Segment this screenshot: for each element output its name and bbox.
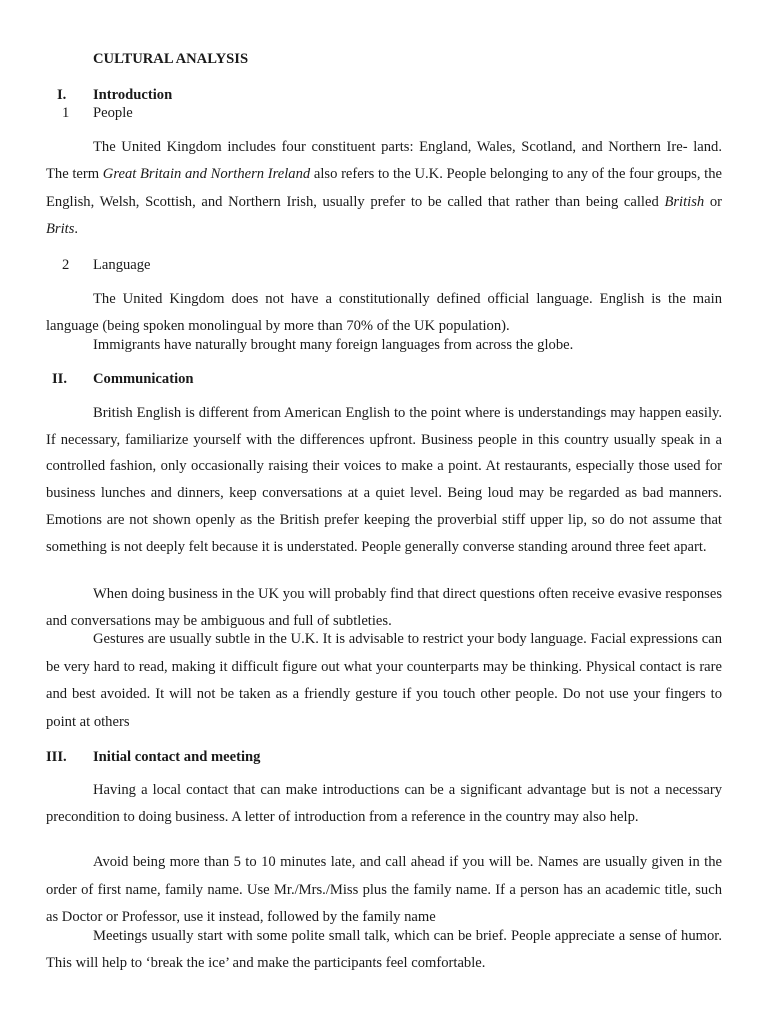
section-numeral: II. bbox=[52, 371, 68, 387]
text-run: or bbox=[704, 193, 722, 210]
section-title: Communication bbox=[93, 371, 194, 387]
paragraph-initial-contact-1: Having a local contact that can make introductions can be a significant advantage but is not a necessary precondition to doing business. A letter of introduction from a reference in the country may also help. bbox=[46, 782, 722, 826]
paragraph-communication-3: Gestures are usually subtle in the U.K. It is advisable to restrict your body language. Facial expressions can be very hard to read, making it difficult figure out what your counterparts may be thinking. Physical contact is rare and best avoided. It will not be taken as a friendly gesture if you touch other people. Do not use your fingers to point at others bbox=[46, 631, 722, 730]
subsection-number: 2 bbox=[62, 257, 70, 273]
paragraph-people bbox=[46, 134, 722, 243]
paragraph-communication-1: British English is different from American English to the point where is understandings may happen easily. If necessary, familiarize yourself with the differences upfront. Business people in this country usually speak in a controlled fashion, only occasionally raising their voices to make a point. At restaurants, especially those used for business lunches and dinners, keep conversations at a quiet level. Being loud may be regarded as bad manners. Emotions are not shown openly as the British prefer keeping the proverbial stiff upper lip, so do not assume that something is not deeply felt because it is understated. People generally converse standing around three feet apart. bbox=[46, 405, 722, 555]
document-title: CULTURAL ANALYSIS bbox=[93, 51, 249, 67]
italic-term: Brits bbox=[46, 220, 75, 237]
text-run: also refers to the U.K. People belonging to any of the four groups, the English, Welsh, Scottish, and Northern Irish, usually prefer to be called that rather than being called bbox=[46, 166, 722, 210]
text-run: The United Kingdom includes four constituent parts: England, Wales, Scotland, and Northern Ire- land. The term bbox=[46, 139, 722, 183]
paragraph-initial-contact-2: Avoid being more than 5 to 10 minutes late, and call ahead if you will be. Names are usually given in the order of first name, family name. Use Mr./Mrs./Miss plus the family name. If a person has an academic title, such as Doctor or Professor, use it instead, followed by the family name bbox=[46, 854, 722, 926]
section-title: Introduction bbox=[93, 87, 173, 103]
paragraph-language-1: The United Kingdom does not have a constitutionally defined official language. English is the main language (being spoken monolingual by more than 70% of the UK population). bbox=[46, 291, 722, 335]
subsection-title: People bbox=[93, 105, 133, 121]
italic-term: Great Britain and Northern Ireland bbox=[102, 166, 311, 183]
paragraph-language-2: Immigrants have naturally brought many foreign languages from across the globe. bbox=[93, 337, 574, 353]
paragraph-initial-contact-3: Meetings usually start with some polite small talk, which can be brief. People appreciate a sense of humor. This will help to ‘break the ice’ and make the participants feel comfortable. bbox=[46, 928, 722, 972]
paragraph-communication-2: When doing business in the UK you will probably find that direct questions often receive evasive responses and conversations may be ambiguous and full of subtleties. bbox=[46, 586, 723, 630]
section-title: Initial contact and meeting bbox=[93, 749, 261, 765]
subsection-title: Language bbox=[93, 257, 151, 273]
text-run: . bbox=[74, 220, 79, 237]
subsection-number: 1 bbox=[62, 105, 70, 121]
section-numeral: III. bbox=[46, 749, 67, 765]
italic-term: British bbox=[664, 193, 705, 210]
section-numeral: I. bbox=[57, 87, 67, 103]
